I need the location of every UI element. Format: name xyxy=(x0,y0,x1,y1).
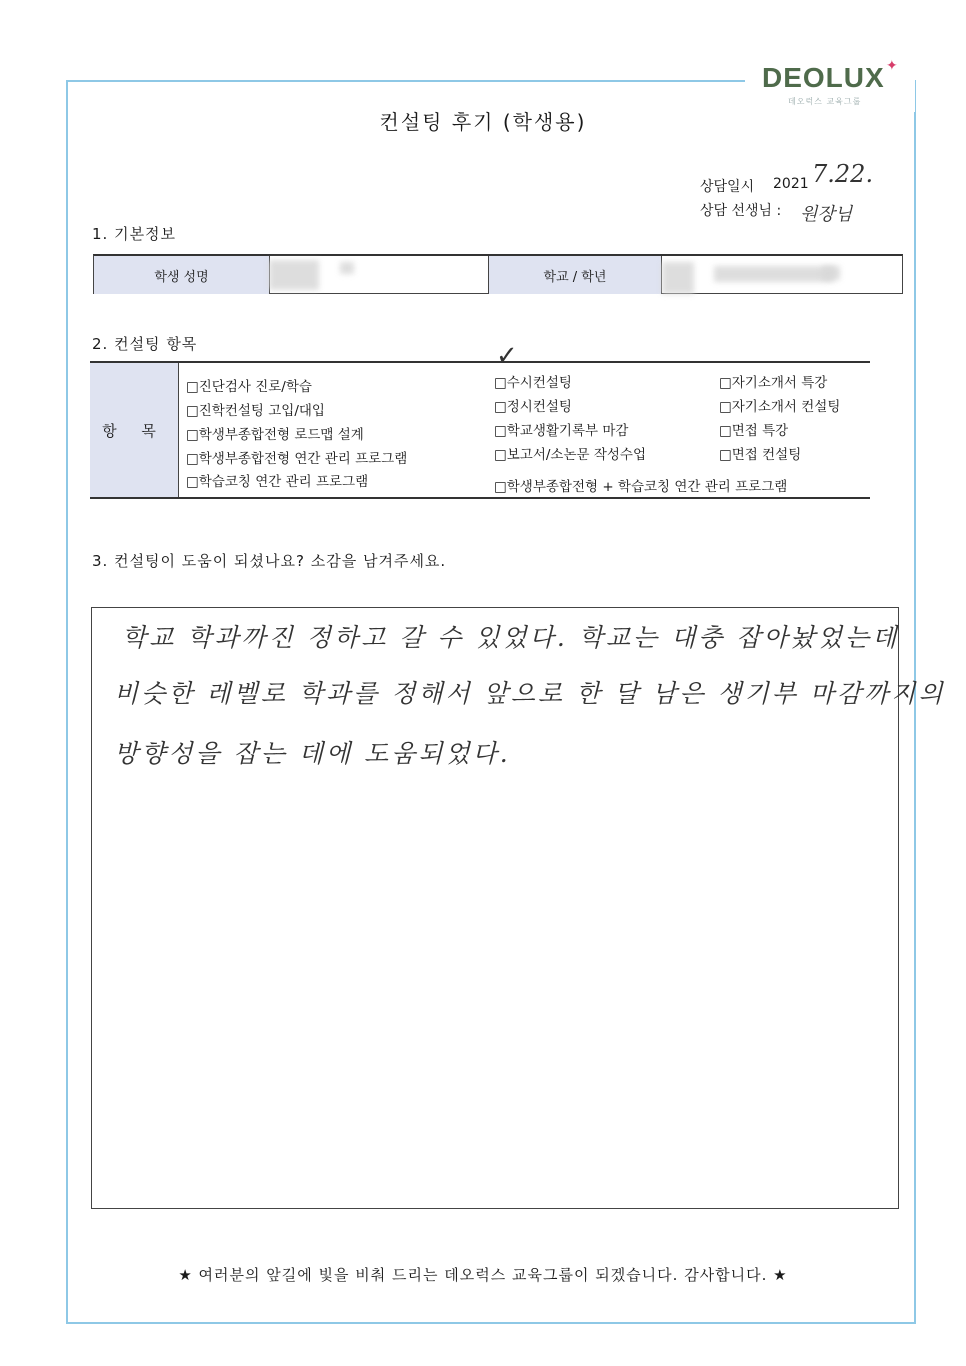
section2-heading: 2. 컨설팅 항목 xyxy=(92,335,198,353)
option-report-writing[interactable]: □보고서/소논문 작성수업 xyxy=(494,447,647,463)
feedback-box xyxy=(91,607,946,1209)
date-label: 상담일시 xyxy=(700,179,755,195)
redacted-school-detail xyxy=(714,266,834,282)
school-grade-label: 학교 / 학년 xyxy=(489,256,661,294)
brand-logo: DEOLUX xyxy=(762,62,885,93)
option-combined-program[interactable]: □학생부종합전형 + 학습코칭 연간 관리 프로그램 xyxy=(494,479,788,495)
redacted-name-mark xyxy=(340,262,354,274)
brand-tagline: 데오럭스 교육그룹 xyxy=(788,97,862,106)
option-annual-program[interactable]: □학생부종합전형 연간 관리 프로그램 xyxy=(186,451,408,467)
student-name-label: 학생 성명 xyxy=(94,256,269,294)
section1-heading: 1. 기본정보 xyxy=(92,225,177,243)
date-handwritten: 7.22. xyxy=(812,160,874,188)
section3-heading: 3. 컨설팅이 도움이 되셨나요? 소감을 남겨주세요. xyxy=(92,552,447,570)
option-interview-consulting[interactable]: □면접 컨설팅 xyxy=(719,447,802,463)
feedback-line: 방향성을 잡는 데에 도움되었다. xyxy=(114,739,511,768)
teacher-label: 상담 선생님 : xyxy=(700,203,782,219)
option-admission-consulting[interactable]: □진학컨설팅 고입/대입 xyxy=(186,403,325,419)
option-jeongsi-consulting[interactable]: □정시컨설팅 xyxy=(494,399,572,415)
redacted-grade xyxy=(822,266,840,280)
feedback-line: 학교 학과까진 정하고 갈 수 있었다. 학교는 대충 잡아놨었는데 xyxy=(122,623,900,652)
teacher-handwritten: 원장님 xyxy=(800,204,853,225)
checkmark-icon: ✓ xyxy=(496,341,518,371)
option-susi-consulting[interactable]: □수시컨설팅 xyxy=(494,375,572,391)
page-title: 컨설팅 후기 (학생용) xyxy=(379,110,587,134)
date-year: 2021 xyxy=(773,176,809,192)
option-study-coaching[interactable]: □학습코칭 연간 관리 프로그램 xyxy=(186,474,369,490)
option-roadmap-design[interactable]: □학생부종합전형 로드맵 설계 xyxy=(186,427,364,443)
basic-info-table xyxy=(93,254,903,294)
redacted-name xyxy=(269,260,319,290)
option-interview-lecture[interactable]: □면접 특강 xyxy=(719,423,789,439)
option-diagnostic-test[interactable]: □진단검사 진로/학습 xyxy=(186,379,312,395)
redacted-school xyxy=(662,262,694,294)
footer-message: ★ 여러분의 앞길에 빛을 비춰 드리는 데오럭스 교육그룹이 되겠습니다. 감사합니다. ★ xyxy=(178,1266,788,1284)
option-essay-lecture[interactable]: □자기소개서 특강 xyxy=(719,375,828,391)
items-row-label: 항 목 xyxy=(90,363,179,497)
option-record-closing[interactable]: □학교생활기록부 마감 xyxy=(494,423,629,439)
feedback-line: 비슷한 레벨로 학과를 정해서 앞으로 한 달 남은 생기부 마감까지의 xyxy=(114,679,946,708)
logo-star-icon: ✦ xyxy=(886,58,898,74)
option-essay-consulting[interactable]: □자기소개서 컨설팅 xyxy=(719,399,841,415)
